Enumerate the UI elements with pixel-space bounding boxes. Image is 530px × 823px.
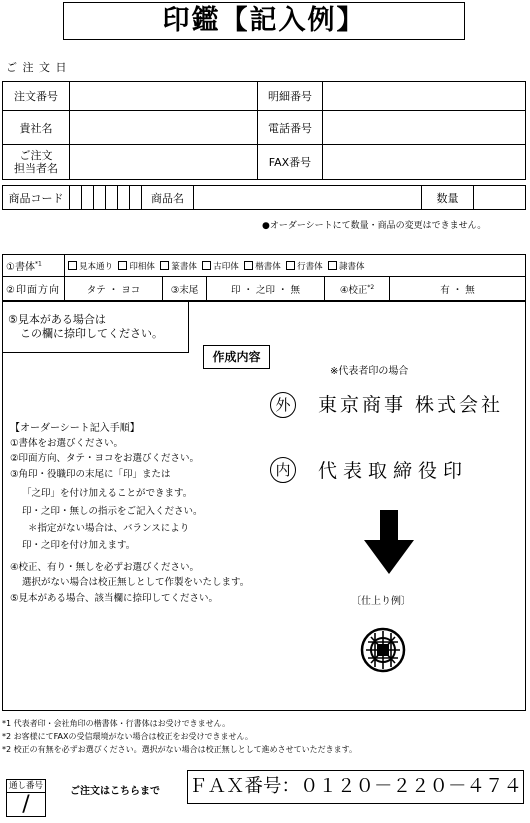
finished-seal-icon bbox=[360, 627, 406, 673]
footnote: *1 代表者印・会社角印の楷書体・行書体はお受けできません。 bbox=[2, 719, 231, 728]
step-item: ③角印・役職印の末尾に「印」または bbox=[10, 468, 171, 480]
phone-no-label: 電話番号 bbox=[258, 111, 323, 145]
step-item: 印・之印・無しの指示をご記入ください。 bbox=[22, 505, 203, 517]
product-code-cell[interactable] bbox=[130, 186, 142, 210]
product-code-cell[interactable] bbox=[118, 186, 130, 210]
end-options[interactable]: 印 ・ 之印 ・ 無 bbox=[207, 277, 325, 301]
font-option[interactable]: 楷書体 bbox=[244, 262, 281, 272]
company-label: 貴社名 bbox=[3, 111, 70, 145]
font-option[interactable]: 見本通り bbox=[68, 262, 113, 272]
phone-no-field[interactable] bbox=[323, 111, 526, 145]
steps-title: 【オーダーシート記入手順】 bbox=[10, 423, 140, 434]
serial-box[interactable] bbox=[6, 779, 46, 817]
product-table bbox=[2, 185, 526, 210]
checkbox-icon bbox=[328, 261, 337, 270]
quantity-label: 数量 bbox=[422, 186, 474, 210]
footnote: *2 お客様にてFAXの受信環境がない場合は校正をお受けできません。 bbox=[2, 732, 253, 741]
fax-no-label: FAX番号 bbox=[258, 145, 323, 180]
step-item: ＊指定がない場合は、バランスにより bbox=[28, 523, 190, 535]
step-item: ②印面方向、タテ・ヨコをお選びください。 bbox=[10, 453, 200, 465]
serial-value: / bbox=[22, 792, 30, 817]
checkbox-icon bbox=[244, 261, 253, 270]
font-option[interactable]: 行書体 bbox=[286, 262, 323, 272]
checkbox-icon bbox=[160, 261, 169, 270]
outer-seal-mark: 外 bbox=[270, 392, 296, 418]
checkbox-icon bbox=[286, 261, 295, 270]
step-item: ⑤見本がある場合、該当欄に捺印してください。 bbox=[10, 592, 219, 604]
step-item: 「之印」を付け加えることができます。 bbox=[22, 488, 193, 500]
proof-label: ④校正$^{*2}$ bbox=[325, 277, 390, 301]
quantity-field[interactable] bbox=[474, 186, 526, 210]
direction-options[interactable]: タテ ・ ヨコ bbox=[65, 277, 163, 301]
sample-note-line1: ⑤見本がある場合は bbox=[8, 313, 106, 326]
spec-table bbox=[2, 254, 526, 301]
checkbox-icon bbox=[202, 261, 211, 270]
person-label-line2: 担当者名 bbox=[14, 162, 58, 175]
create-content-label: 作成内容 bbox=[203, 345, 270, 369]
detail-no-field[interactable] bbox=[323, 82, 526, 111]
step-item: ①書体をお選びください。 bbox=[10, 438, 124, 449]
page-title: 印鑑【記入例】 bbox=[63, 2, 465, 40]
product-name-label: 商品名 bbox=[142, 186, 194, 210]
finish-example-label: 〔仕上り例〕 bbox=[351, 596, 411, 607]
person-label-line1: ご注文 bbox=[19, 149, 53, 162]
step-item: ④校正、有り・無しを必ずお選びください。 bbox=[10, 561, 200, 573]
font-label: ①書体$^{*1}$ bbox=[3, 255, 65, 277]
product-name-field[interactable] bbox=[194, 186, 422, 210]
proof-options[interactable]: 有 ・ 無 bbox=[390, 277, 526, 301]
product-code-label: 商品コード bbox=[3, 186, 70, 210]
person-field[interactable] bbox=[70, 145, 258, 180]
sample-note-line2: この欄に捺印してください。 bbox=[20, 327, 163, 340]
checkbox-icon bbox=[68, 261, 77, 270]
serial-label: 通し番号 bbox=[8, 781, 43, 791]
step-item: 選択がない場合は校正無しとして作製をいたします。 bbox=[22, 577, 250, 589]
order-table bbox=[2, 81, 526, 180]
end-label: ③末尾 bbox=[163, 277, 207, 301]
order-note: ●オーダーシートにて数量・商品の変更はできません。 bbox=[262, 221, 487, 231]
detail-no-label: 明細番号 bbox=[258, 82, 323, 111]
steps-list bbox=[10, 436, 249, 606]
order-date-label: ご 注 文 日 bbox=[6, 61, 68, 74]
font-option[interactable]: 古印体 bbox=[202, 262, 239, 272]
footnote: *2 校正の有無を必ずお選びください。選択がない場合は校正無しとして進めさせていただきます。 bbox=[2, 745, 357, 754]
product-code-cell[interactable] bbox=[70, 186, 82, 210]
font-option[interactable]: 篆書体 bbox=[160, 262, 197, 272]
font-options bbox=[65, 255, 526, 277]
footnotes bbox=[2, 717, 357, 756]
product-code-cell[interactable] bbox=[106, 186, 118, 210]
product-code-cell[interactable] bbox=[94, 186, 106, 210]
inner-seal-mark: 内 bbox=[270, 457, 296, 483]
fax-no-field[interactable] bbox=[323, 145, 526, 180]
product-code-cell[interactable] bbox=[82, 186, 94, 210]
person-label bbox=[3, 145, 70, 180]
inner-seal-text: 代表取締役印 bbox=[318, 460, 469, 482]
order-here-label: ご注文はこちらまで bbox=[70, 786, 160, 797]
company-field[interactable] bbox=[70, 111, 258, 145]
order-no-field[interactable] bbox=[70, 82, 258, 111]
font-option[interactable]: 印相体 bbox=[118, 262, 155, 272]
order-no-label: 注文番号 bbox=[3, 82, 70, 111]
font-option[interactable]: 隷書体 bbox=[328, 262, 365, 272]
rep-case-note: ※代表者印の場合 bbox=[330, 366, 409, 377]
outer-seal-text: 東京商事 株式会社 bbox=[318, 394, 504, 416]
direction-label: ②印面方向 bbox=[3, 277, 65, 301]
fax-number-box: ＦＡＸ番号：０１２０－２２０－４７４ bbox=[187, 770, 524, 804]
checkbox-icon bbox=[118, 261, 127, 270]
down-arrow-icon bbox=[364, 510, 414, 574]
sample-note bbox=[2, 301, 189, 353]
step-item: 印・之印を付け加えます。 bbox=[22, 540, 136, 552]
